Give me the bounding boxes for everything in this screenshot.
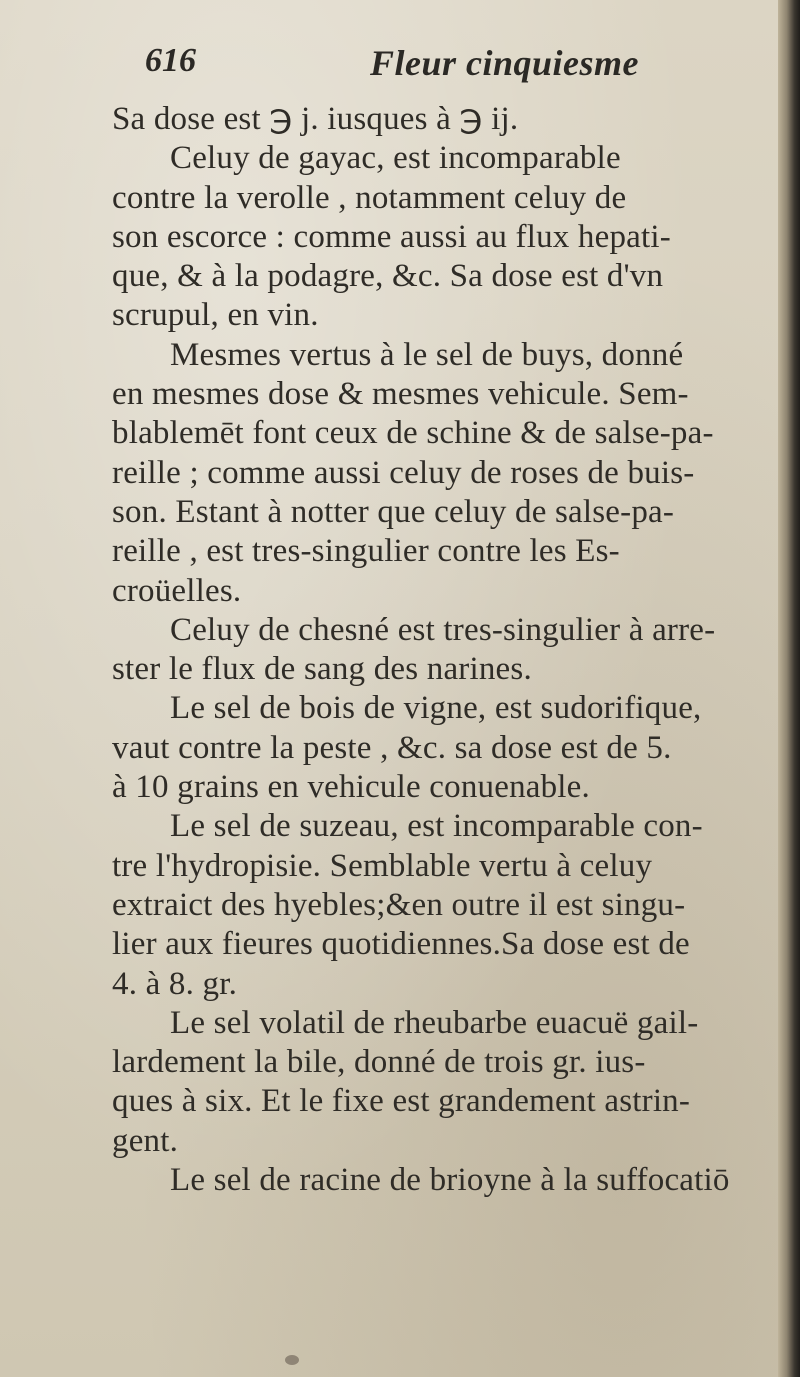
book-spine-edge bbox=[778, 0, 800, 1377]
text-line: lardement la bile, donné de trois gr. ius- bbox=[112, 1044, 646, 1081]
text-line: que, & à la podagre, &c. Sa dose est d'vn bbox=[112, 258, 664, 295]
text-line: blablemēt font ceux de schine & de salse-pa- bbox=[112, 415, 714, 452]
text-line: reille , est tres-singulier contre les Es- bbox=[112, 533, 620, 570]
text-line: extraict des hyebles;&en outre il est singu- bbox=[112, 886, 686, 923]
text-line: son. Estant à notter que celuy de salse-pa- bbox=[112, 493, 675, 530]
text-line: ster le flux de sang des narines. bbox=[112, 651, 532, 688]
page-header bbox=[145, 42, 665, 102]
text-line: vaut contre la peste , &c. sa dose est de 5. bbox=[112, 729, 672, 766]
body-text bbox=[112, 100, 772, 1200]
text-line: Celuy de chesné est tres-singulier à arre- bbox=[170, 611, 716, 648]
text-line: en mesmes dose & mesmes vehicule. Sem- bbox=[112, 376, 689, 413]
ink-smudge bbox=[285, 1355, 299, 1365]
running-title: Fleur cinquiesme bbox=[370, 43, 640, 83]
text-line: à 10 grains en vehicule conuenable. bbox=[112, 769, 590, 806]
text-line: tre l'hydropisie. Semblable vertu à celuy bbox=[112, 847, 653, 884]
text-line: scrupul, en vin. bbox=[112, 297, 319, 334]
text-line: Mesmes vertus à le sel de buys, donné bbox=[170, 336, 684, 373]
text-line: lier aux fieures quotidiennes.Sa dose est de bbox=[112, 926, 690, 963]
text-line: Le sel de bois de vigne, est sudorifique, bbox=[170, 690, 702, 727]
text-line: 4. à 8. gr. bbox=[112, 965, 238, 1002]
text-line: Le sel volatil de rheubarbe euacuë gail- bbox=[170, 1004, 699, 1041]
text-line: gent. bbox=[112, 1122, 179, 1159]
text-line: Le sel de suzeau, est incomparable con- bbox=[170, 808, 703, 845]
text-line: Le sel de racine de brioyne à la suffocatiō bbox=[170, 1162, 730, 1199]
text-line: son escorce : comme aussi au flux hepati- bbox=[112, 218, 671, 255]
text-line: ques à six. Et le fixe est grandement astrin- bbox=[112, 1083, 691, 1120]
text-line: Celuy de gayac, est incomparable bbox=[170, 140, 621, 177]
text-line: Sa dose est ℈ j. iusques à ℈ ij. bbox=[112, 101, 519, 137]
text-line: reille ; comme aussi celuy de roses de buis- bbox=[112, 454, 695, 491]
page-number: 616 bbox=[145, 42, 196, 79]
text-line: contre la verolle , notamment celuy de bbox=[112, 179, 627, 216]
text-line: croüelles. bbox=[112, 572, 242, 609]
